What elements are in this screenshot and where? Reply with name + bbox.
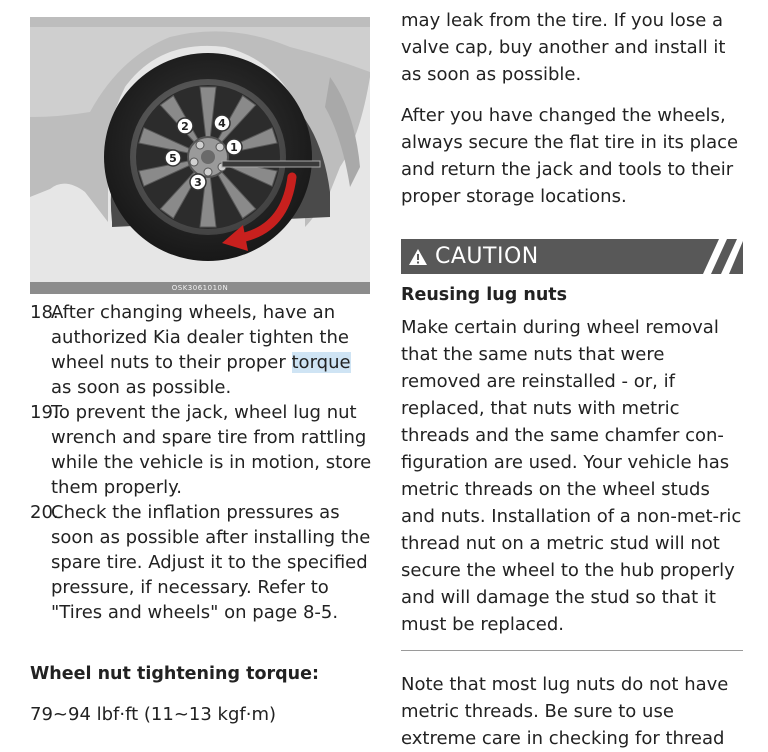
paragraph-valve-cap: may leak from the tire. If you lose a valve cap, buy another and install it as soon as possible. [401, 10, 726, 85]
callout-number: 3 [194, 176, 202, 189]
caution-stripes [683, 239, 743, 274]
caution-title: CAUTION [435, 244, 539, 269]
torque-heading: Wheel nut tightening torque: [30, 664, 319, 684]
figure-caption: OSK3061010N [30, 282, 370, 294]
step-text: Check the inflation pressures as soon as possible after installing the spare tire. Adjust it to the specified pressure, if necessary. Refer to "Tires and wheels" on page 8-5. [51, 502, 371, 623]
paragraph-after-changing: After you have changed the wheels, always secure the flat tire in its place and return the jack and tools to their proper storage locations. [401, 105, 739, 207]
wheel-drawing [30, 17, 370, 282]
torque-value: 79~94 lbf·ft (11~13 kgf·m) [30, 704, 276, 725]
highlighted-word: torque [291, 352, 351, 373]
warning-triangle-icon [408, 248, 428, 266]
caution-text: Make certain during wheel removal that the same nuts that were removed are reinstalled - or, if replaced, that nuts with metric threads and the same chamfer con-figuration are used. Your vehicle has metric threads on the wheel studs and nuts. Installation of a non-met-ric thread nut on a metric stud will not secure the wheel to the hub properly and will damage the stud so that it must be replaced. [401, 317, 742, 635]
callout-1 [226, 139, 242, 155]
step-number: 19. [30, 402, 59, 423]
wheel-illustration [30, 17, 370, 294]
steps-list [30, 300, 375, 625]
callout-number: 2 [181, 120, 189, 133]
callout-number: 1 [230, 141, 238, 154]
callout-2 [177, 118, 193, 134]
divider [401, 650, 743, 651]
step-text-end: as soon as possible. [51, 377, 232, 398]
step-18 [30, 300, 375, 400]
step-19 [30, 400, 375, 500]
step-text: After changing wheels, have an authorized Kia dealer tighten the wheel nuts to their proper [51, 302, 349, 373]
step-number: 18. [30, 302, 59, 323]
callout-number: 4 [218, 117, 226, 130]
callout-4 [214, 115, 230, 131]
step-text: To prevent the jack, wheel lug nut wrench and spare tire from rattling while the vehicle is in motion, store them properly. [51, 402, 372, 498]
callout-3 [190, 174, 206, 190]
caution-banner [401, 239, 743, 274]
step-number: 20. [30, 502, 59, 523]
callout-5 [165, 150, 181, 166]
callout-number: 5 [169, 152, 177, 165]
note-paragraph: Note that most lug nuts do not have metric threads. Be sure to use extreme care in checking for thread [401, 674, 729, 749]
step-20 [30, 500, 375, 625]
caution-subheading: Reusing lug nuts [401, 285, 568, 305]
